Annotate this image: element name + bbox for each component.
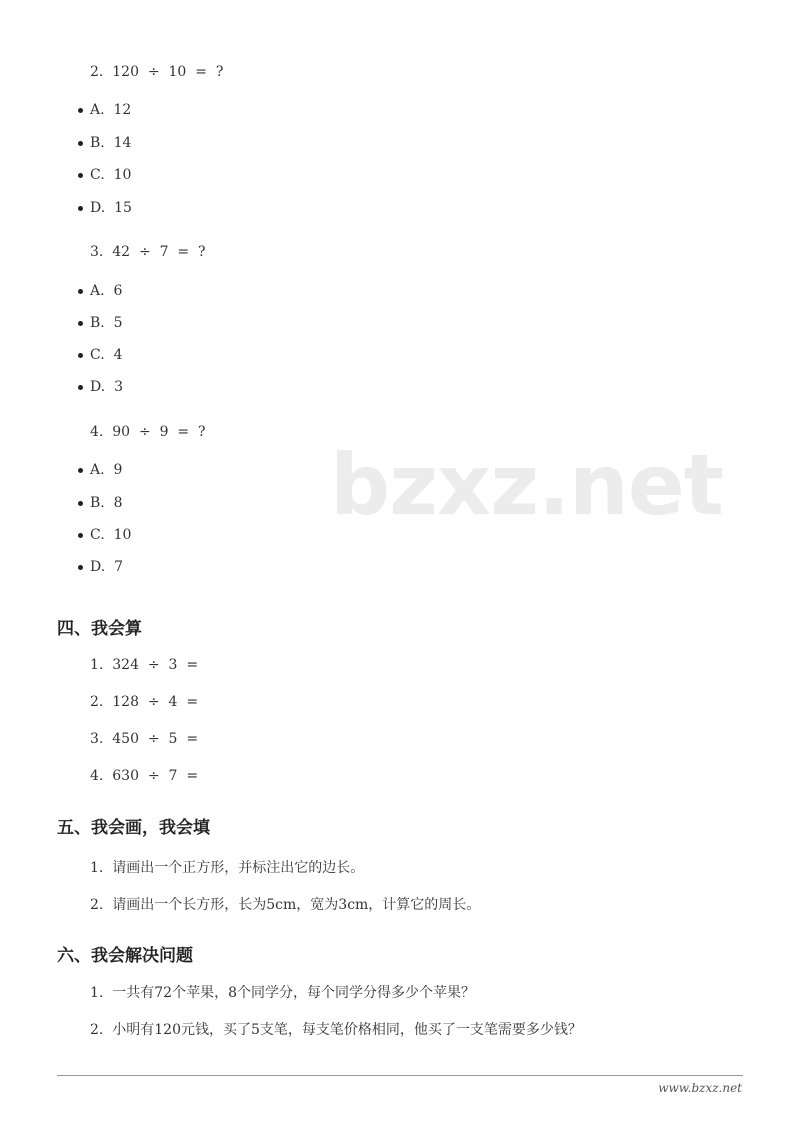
- option-label: B. 5: [90, 315, 123, 331]
- bullet-icon: [78, 353, 83, 358]
- bullet-icon: [78, 501, 83, 506]
- option-label: A. 6: [90, 283, 123, 299]
- option-label: C. 4: [90, 347, 123, 363]
- option: [78, 282, 122, 300]
- option-label: B. 14: [90, 135, 132, 151]
- bullet-icon: [78, 565, 83, 570]
- option: [78, 461, 122, 479]
- option: [78, 134, 131, 152]
- bullet-icon: [78, 289, 83, 294]
- section-heading: 五、我会画，我会填: [57, 818, 210, 838]
- calc-item: 2. 128 ÷ 4 =: [90, 694, 199, 710]
- section-heading: 四、我会算: [57, 619, 142, 639]
- footer-divider: [57, 1075, 743, 1076]
- problem-item: 1. 一共有72个苹果，8个同学分，每个同学分得多少个苹果？: [90, 985, 475, 1001]
- option-label: D. 15: [90, 200, 132, 216]
- calc-item: 1. 324 ÷ 3 =: [90, 657, 199, 673]
- option-label: D. 3: [90, 379, 123, 395]
- option: [78, 346, 122, 364]
- option: [78, 494, 123, 512]
- draw-item: 2. 请画出一个长方形，长为5cm，宽为3cm，计算它的周长。: [90, 897, 481, 913]
- option-label: C. 10: [90, 527, 132, 543]
- bullet-icon: [78, 108, 83, 113]
- bullet-icon: [78, 468, 83, 473]
- option: [78, 314, 123, 332]
- question-2: 2. 120 ÷ 10 = ?: [90, 64, 224, 80]
- watermark: bzxz.net: [330, 436, 723, 534]
- bullet-icon: [78, 206, 83, 211]
- option: [78, 526, 131, 544]
- footer-url: www.bzxz.net: [658, 1081, 742, 1095]
- option: [78, 166, 131, 184]
- option-label: B. 8: [90, 495, 123, 511]
- bullet-icon: [78, 173, 83, 178]
- bullet-icon: [78, 321, 83, 326]
- calc-item: 4. 630 ÷ 7 =: [90, 768, 199, 784]
- option-label: C. 10: [90, 167, 132, 183]
- calc-item: 3. 450 ÷ 5 =: [90, 731, 199, 747]
- option: [78, 378, 123, 396]
- problem-item: 2. 小明有120元钱，买了5支笔，每支笔价格相同，他买了一支笔需要多少钱？: [90, 1022, 582, 1038]
- question-3: 3. 42 ÷ 7 = ?: [90, 244, 206, 260]
- option: [78, 101, 131, 119]
- option-label: D. 7: [90, 559, 123, 575]
- option-label: A. 12: [90, 102, 132, 118]
- option: [78, 558, 123, 576]
- bullet-icon: [78, 533, 83, 538]
- bullet-icon: [78, 141, 83, 146]
- question-4: 4. 90 ÷ 9 = ?: [90, 424, 206, 440]
- option: [78, 199, 132, 217]
- bullet-icon: [78, 385, 83, 390]
- draw-item: 1. 请画出一个正方形，并标注出它的边长。: [90, 860, 365, 876]
- section-heading: 六、我会解决问题: [57, 946, 193, 966]
- option-label: A. 9: [90, 462, 123, 478]
